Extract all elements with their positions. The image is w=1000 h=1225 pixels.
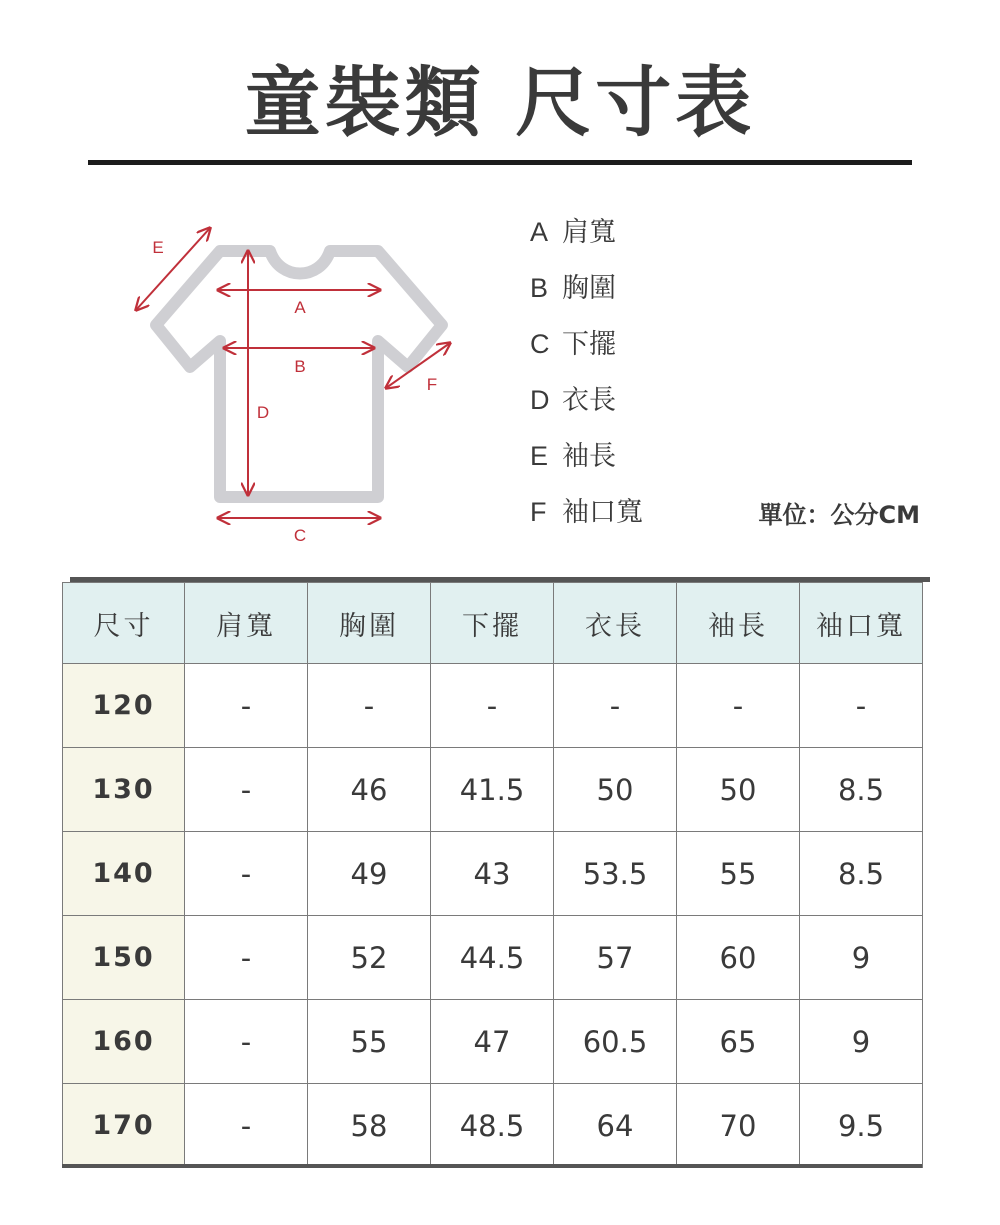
table-cell: 52 bbox=[308, 916, 431, 1000]
measurement-legend bbox=[530, 212, 790, 548]
table-cell: - bbox=[308, 664, 431, 748]
table-cell: 57 bbox=[554, 916, 677, 1000]
table-row bbox=[63, 664, 923, 748]
legend-key: F bbox=[530, 497, 547, 527]
table-cell: 55 bbox=[677, 832, 800, 916]
table-cell: - bbox=[554, 664, 677, 748]
table-row bbox=[63, 916, 923, 1000]
table-cell: 44.5 bbox=[431, 916, 554, 1000]
header-cuff: 袖口寬 bbox=[800, 583, 923, 664]
legend-item-a bbox=[530, 212, 790, 268]
table-row bbox=[63, 1000, 923, 1084]
legend-label: 肩寬 bbox=[562, 217, 616, 248]
unit-label: 單位：公分CM bbox=[758, 501, 920, 529]
legend-item-b bbox=[530, 268, 790, 324]
header-chest: 胸圍 bbox=[308, 583, 431, 664]
legend-item-e bbox=[530, 436, 790, 492]
header-size: 尺寸 bbox=[63, 583, 185, 664]
table-cell: - bbox=[185, 916, 308, 1000]
label-d: D bbox=[256, 403, 270, 422]
size-cell: 170 bbox=[63, 1084, 185, 1168]
legend-label: 衣長 bbox=[562, 385, 616, 416]
table-cell: 64 bbox=[554, 1084, 677, 1168]
legend-item-c bbox=[530, 324, 790, 380]
legend-label: 胸圍 bbox=[562, 273, 616, 304]
table-row bbox=[63, 832, 923, 916]
legend-key: D bbox=[530, 385, 550, 415]
table-cell: - bbox=[431, 664, 554, 748]
table-cell: 9 bbox=[800, 1000, 923, 1084]
table-cell: 53.5 bbox=[554, 832, 677, 916]
title-divider bbox=[88, 160, 912, 165]
header-hem: 下擺 bbox=[431, 583, 554, 664]
table-row bbox=[63, 1084, 923, 1168]
table-cell: 9 bbox=[800, 916, 923, 1000]
size-cell: 130 bbox=[63, 748, 185, 832]
table-cell: - bbox=[185, 1000, 308, 1084]
legend-key: C bbox=[530, 329, 550, 359]
table-cell: 8.5 bbox=[800, 832, 923, 916]
table-cell: - bbox=[185, 1084, 308, 1168]
table-cell: - bbox=[185, 664, 308, 748]
table-cell: - bbox=[677, 664, 800, 748]
label-f: F bbox=[426, 375, 438, 394]
table-cell: 58 bbox=[308, 1084, 431, 1168]
page-title: 童裝類 尺寸表 bbox=[244, 58, 756, 147]
table-cell: 8.5 bbox=[800, 748, 923, 832]
table-cell: 50 bbox=[677, 748, 800, 832]
table-cell: 43 bbox=[431, 832, 554, 916]
table-cell: 60 bbox=[677, 916, 800, 1000]
legend-label: 袖長 bbox=[562, 441, 616, 472]
legend-item-f bbox=[530, 492, 790, 548]
label-c: C bbox=[293, 526, 307, 545]
size-cell: 160 bbox=[63, 1000, 185, 1084]
label-b: B bbox=[294, 357, 306, 376]
legend-key: B bbox=[530, 273, 549, 303]
table-cell: 46 bbox=[308, 748, 431, 832]
legend-label: 袖口寬 bbox=[562, 497, 643, 528]
table-cell: 47 bbox=[431, 1000, 554, 1084]
table-cell: - bbox=[185, 832, 308, 916]
label-a: A bbox=[294, 298, 306, 317]
table-cell: 60.5 bbox=[554, 1000, 677, 1084]
table-bottom-rule bbox=[62, 1164, 922, 1168]
table-row bbox=[63, 748, 923, 832]
label-e: E bbox=[152, 238, 164, 257]
legend-label: 下擺 bbox=[562, 329, 616, 360]
legend-item-d bbox=[530, 380, 790, 436]
table-cell: 70 bbox=[677, 1084, 800, 1168]
table-cell: 48.5 bbox=[431, 1084, 554, 1168]
header-length: 衣長 bbox=[554, 583, 677, 664]
legend-key: E bbox=[530, 441, 549, 471]
size-cell: 120 bbox=[63, 664, 185, 748]
table-cell: 41.5 bbox=[431, 748, 554, 832]
table-cell: 55 bbox=[308, 1000, 431, 1084]
size-cell: 150 bbox=[63, 916, 185, 1000]
table-cell: 50 bbox=[554, 748, 677, 832]
size-cell: 140 bbox=[63, 832, 185, 916]
table-cell: 49 bbox=[308, 832, 431, 916]
legend-key: A bbox=[530, 217, 549, 247]
table-cell: - bbox=[185, 748, 308, 832]
size-table bbox=[62, 582, 923, 1168]
table-cell: 9.5 bbox=[800, 1084, 923, 1168]
header-sleeve: 袖長 bbox=[677, 583, 800, 664]
table-cell: 65 bbox=[677, 1000, 800, 1084]
tshirt-diagram bbox=[120, 215, 470, 555]
table-header-row bbox=[63, 583, 923, 664]
table-cell: - bbox=[800, 664, 923, 748]
header-shoulder: 肩寬 bbox=[185, 583, 308, 664]
